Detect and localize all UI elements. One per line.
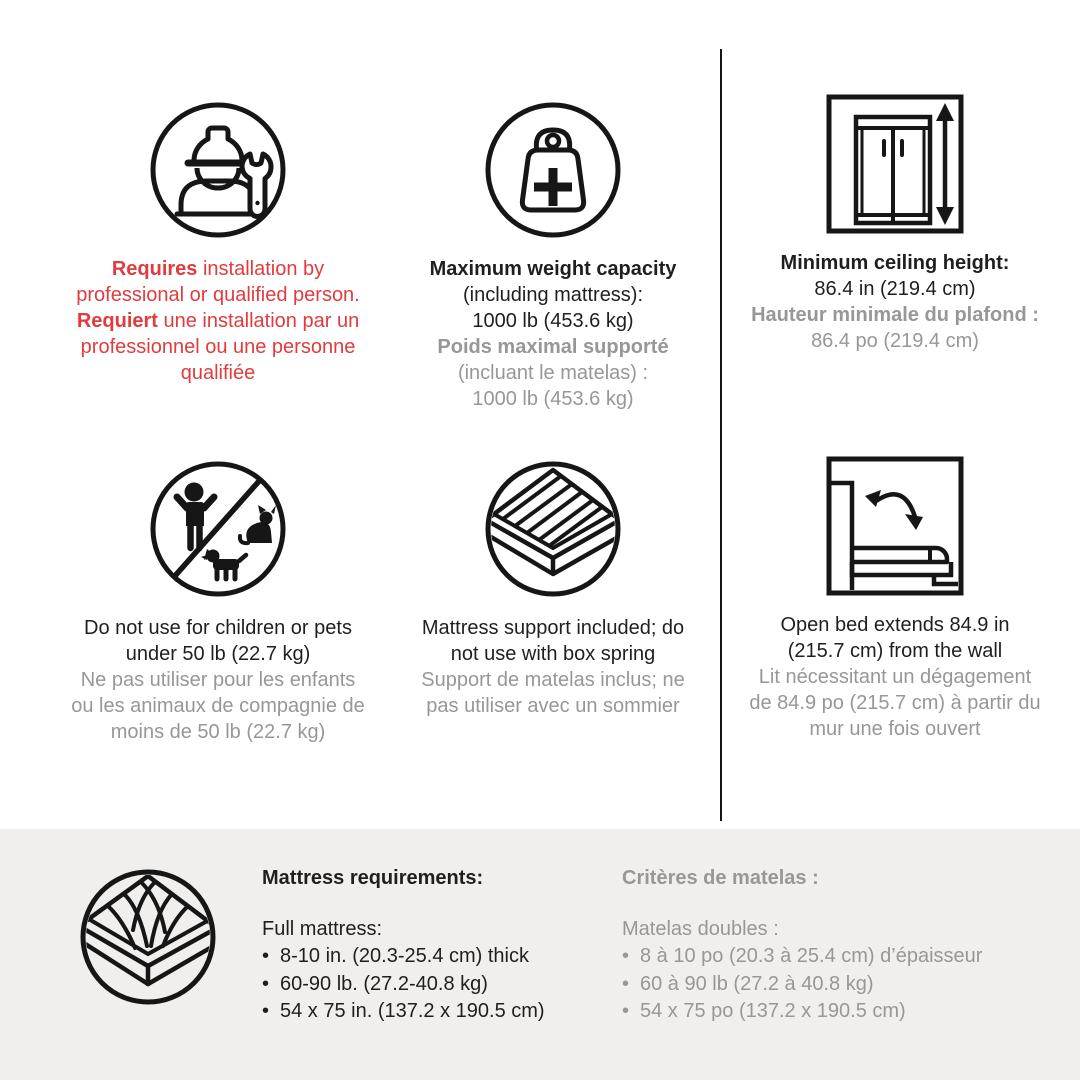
- mattress-bullet-fr-3: • 54 x 75 po (137.2 x 190.5 cm): [622, 998, 1062, 1026]
- no-children-pets-icon: [38, 458, 398, 600]
- max-weight-text: [373, 256, 733, 412]
- support-body-en: Mattress support included; do not use with box spring: [421, 617, 685, 665]
- no-children-body-en: Do not use for children or pets under 50 lb (22.7 kg): [84, 617, 352, 665]
- bullet-icon: •: [262, 1000, 270, 1022]
- max-weight-title-fr: Poids maximal supporté: [437, 336, 669, 358]
- mattress-bullet-en-1: • 8-10 in. (20.3-25.4 cm) thick: [262, 943, 612, 971]
- installer-icon: [38, 99, 398, 241]
- ceiling-title-en: Minimum ceiling height:: [780, 252, 1010, 274]
- mattress-support-text: [373, 615, 733, 719]
- bullet-icon: •: [262, 972, 270, 995]
- open-bed-icon: [722, 455, 1068, 597]
- mattress-subtitle-en: Full mattress:: [262, 918, 383, 940]
- mattress-requirements-en: [262, 865, 612, 1026]
- mattress-support-icon: [373, 458, 733, 600]
- open-bed-body-en: Open bed extends 84.9 in (215.7 cm) from the wall: [780, 614, 1010, 662]
- mattress-bullet-fr-1: • 8 à 10 po (20.3 à 25.4 cm) d’épaisseur: [622, 943, 1062, 971]
- mattress-title-en: Mattress requirements:: [262, 867, 484, 889]
- mattress-requirements-fr: [622, 865, 1062, 1026]
- open-bed-cell: [722, 455, 1068, 742]
- install-text-fr-line3: qualifiée: [180, 362, 256, 384]
- max-weight-cell: [373, 99, 733, 412]
- ceiling-height-cell: [722, 93, 1068, 354]
- max-weight-body-en: (including mattress): 1000 lb (453.6 kg): [462, 284, 644, 332]
- ceiling-body-fr: 86.4 po (219.4 cm): [811, 330, 979, 352]
- install-text-en-line1: Requires installation by: [111, 258, 325, 280]
- open-bed-text: [722, 612, 1068, 742]
- bullet-icon: •: [622, 945, 630, 967]
- mattress-subtitle-fr: Matelas doubles :: [622, 918, 779, 940]
- no-children-pets-cell: [38, 458, 398, 745]
- mattress-bullet-en-2: • 60-90 lb. (27.2-40.8 kg): [262, 971, 612, 999]
- mattress-icon: [77, 866, 219, 1008]
- ceiling-height-icon: [722, 93, 1068, 235]
- mattress-title-fr: Critères de matelas :: [622, 867, 819, 889]
- weight-capacity-icon: [373, 99, 733, 241]
- bullet-icon: •: [622, 1000, 630, 1022]
- bullet-icon: •: [622, 972, 630, 995]
- install-requirement-cell: [38, 99, 398, 386]
- install-text-en-line2: professional or qualified person.: [76, 284, 360, 306]
- install-text-fr-line1: Requiert une installation par un: [76, 310, 360, 332]
- ceiling-title-fr: Hauteur minimale du plafond :: [751, 304, 1039, 326]
- open-bed-body-fr: Lit nécessitant un dégagement de 84.9 po (215.7 cm) à partir du mur une fois ouvert: [749, 666, 1041, 740]
- mattress-bullet-en-3: • 54 x 75 in. (137.2 x 190.5 cm): [262, 998, 612, 1026]
- ceiling-body-en: 86.4 in (219.4 cm): [814, 278, 976, 300]
- mattress-requirements-band: [0, 829, 1080, 1080]
- no-children-pets-text: [38, 615, 398, 745]
- install-text-fr-line2: professionnel ou une personne: [80, 336, 356, 358]
- bullet-icon: •: [262, 945, 270, 967]
- max-weight-body-fr: (incluant le matelas) : 1000 lb (453.6 kg): [457, 362, 649, 410]
- ceiling-height-text: [722, 250, 1068, 354]
- mattress-bullet-fr-2: • 60 à 90 lb (27.2 à 40.8 kg): [622, 971, 1062, 999]
- max-weight-title-en: Maximum weight capacity: [429, 258, 677, 280]
- no-children-body-fr: Ne pas utiliser pour les enfants ou les animaux de compagnie de moins de 50 lb (22.7 kg): [71, 669, 365, 743]
- install-requirement-text: [38, 256, 398, 386]
- mattress-support-cell: [373, 458, 733, 719]
- support-body-fr: Support de matelas inclus; ne pas utiliser avec un sommier: [421, 669, 685, 717]
